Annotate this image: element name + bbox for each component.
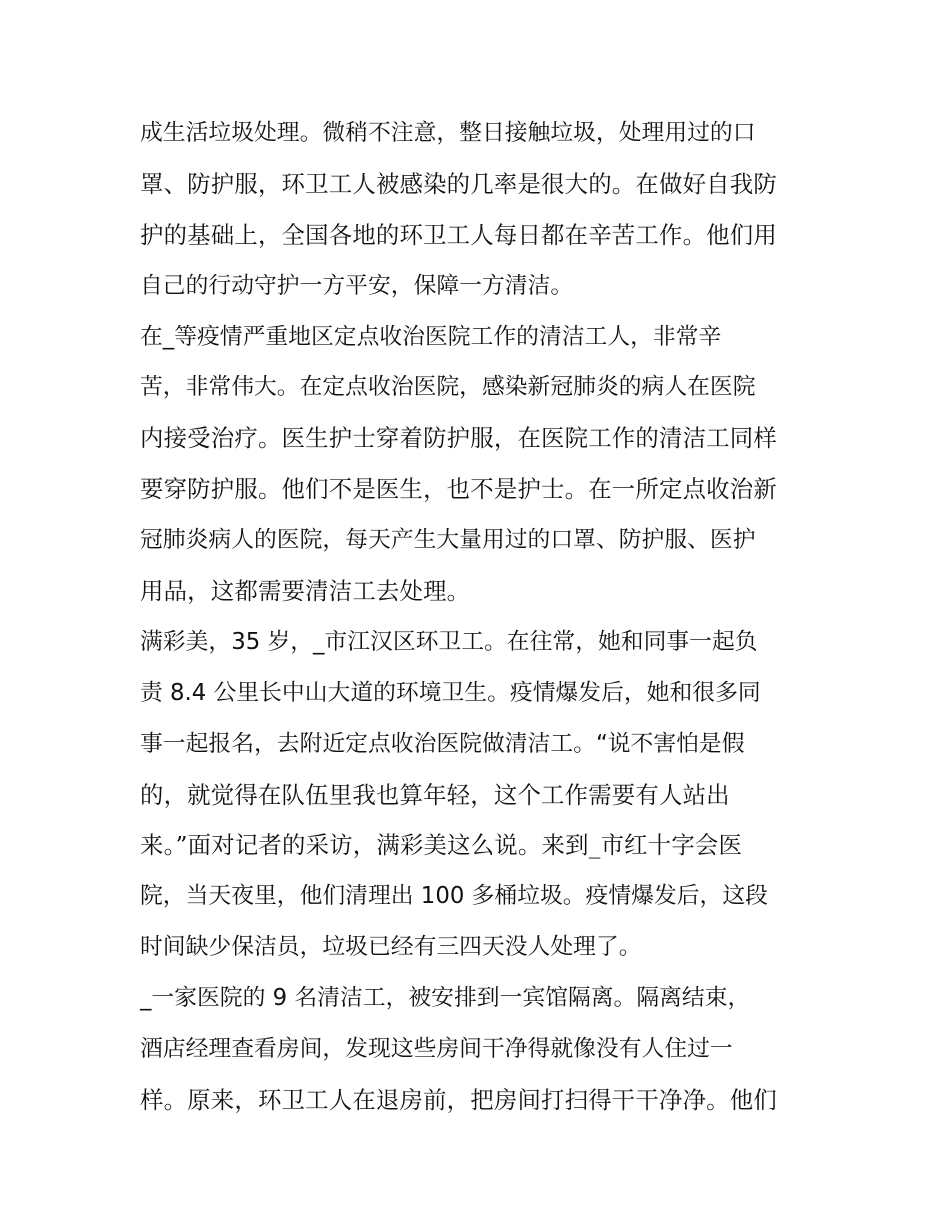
body-text — [140, 108, 820, 1126]
text-line: 院，当天夜里，他们清理出 100 多桶垃圾。疫情爆发后，这段 — [140, 883, 768, 910]
text-line: 苦，非常伟大。在定点收治医院，感染新冠肺炎的病人在医院 — [140, 374, 756, 401]
text-line: 内接受治疗。医生护士穿着防护服，在医院工作的清洁工同样 — [140, 424, 777, 453]
text-line: 事一起报名，去附近定点收治医院做清洁工。“说不害怕是假 — [140, 730, 745, 757]
text-line: 在_等疫情严重地区定点收治医院工作的清洁工人，非常辛 — [140, 323, 722, 350]
text-line: 罩、防护服，环卫工人被感染的几率是很大的。在做好自我防 — [140, 169, 777, 198]
text-line: 责 8.4 公里长中山大道的环境卫生。疫情爆发后，她和很多同 — [140, 679, 761, 706]
text-line: 样。原来，环卫工人在退房前，把房间打扫得干干净净。他们 — [140, 1085, 777, 1114]
text-line: 冠肺炎病人的医院，每天产生大量用过的口罩、防护服、医护 — [140, 527, 756, 554]
text-line: 用品，这都需要清洁工去处理。 — [140, 577, 471, 606]
text-line: 时间缺少保洁员，垃圾已经有三四天没人处理了。 — [140, 934, 642, 961]
text-line: 护的基础上，全国各地的环卫工人每日都在辛苦工作。他们用 — [140, 220, 777, 249]
text-line: 自己的行动守护一方平安，保障一方清洁。 — [140, 272, 574, 299]
text-line: 满彩美，35 岁，_市江汉区环卫工。在往常，她和同事一起负 — [140, 628, 758, 655]
text-line: 来。”面对记者的采访，满彩美这么说。来到_市红十字会医 — [140, 831, 743, 860]
text-line: 成生活垃圾处理。微稍不注意，整日接触垃圾，处理用过的口 — [140, 120, 756, 146]
text-line: 的，就觉得在队伍里我也算年轻，这个工作需要有人站出 — [140, 780, 730, 809]
text-line: 要穿防护服。他们不是医生，也不是护士。在一所定点收治新 — [140, 475, 777, 504]
text-line: 酒店经理查看房间，发现这些房间干净得就像没有人住过一 — [140, 1036, 733, 1063]
text-line: _一家医院的 9 名清洁工，被安排到一宾馆隔离。隔离结束， — [140, 985, 751, 1012]
